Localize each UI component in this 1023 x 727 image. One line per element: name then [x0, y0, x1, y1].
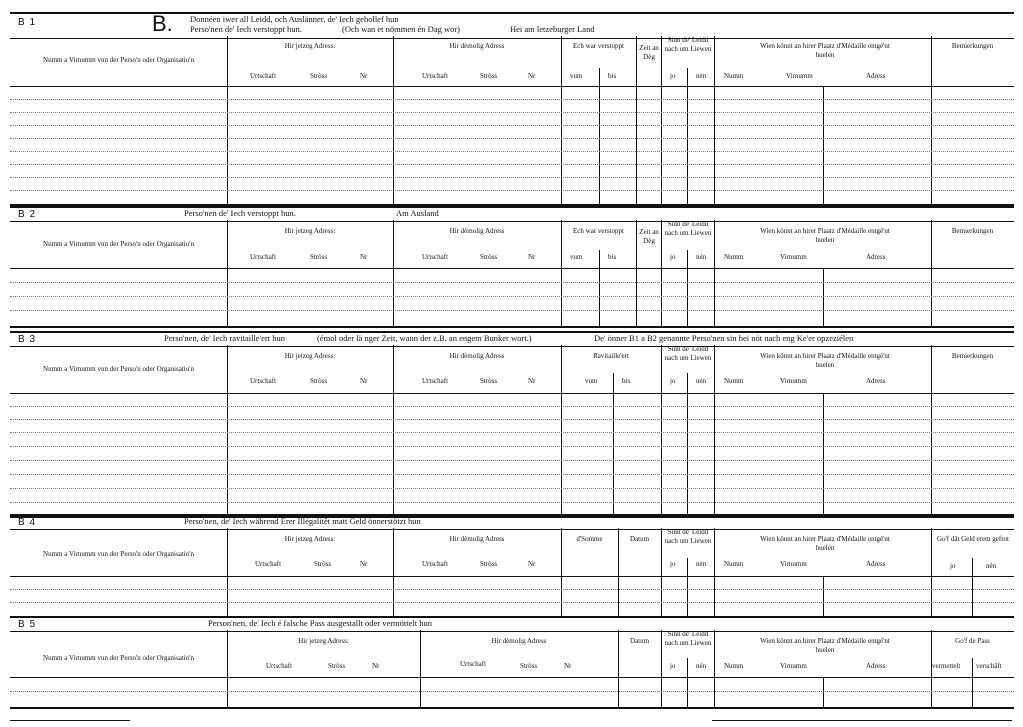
col-in-danger-header: Sinn de' Leidd nach um Liewen: [664, 630, 712, 647]
col-street: Stròss: [314, 560, 332, 568]
section-b1-label: B 1: [18, 17, 37, 28]
section-b2-place: Am Ausland: [396, 208, 439, 218]
col-street: Stròss: [328, 662, 346, 670]
section-b1-note: (Och wan et nömmen én Dag wor): [342, 24, 461, 34]
section-b4-title: Perso'nen, de' Iech während Erer Illégalitêt matt Geld önnerstötzt hun: [184, 516, 421, 526]
section-b1-header: [10, 36, 1014, 87]
section-b3-note2: De' önner B1 a B2 genannte Perso'nen sin hei nöt nach eng Ke'er opzeziélen: [594, 333, 854, 343]
col-former-address-header: Hir dèmolig Adress: [491, 637, 547, 645]
col-street: Stròss: [310, 377, 328, 385]
col-town: Urtschaft: [250, 72, 277, 80]
col-medal-address: Adress: [866, 560, 886, 568]
col-medal-header: Wien könnt an hirer Plaatz d'Médaille entgé'nt huelen: [760, 42, 890, 59]
col-nr: Nr: [360, 377, 368, 385]
section-b5-header: [10, 630, 1014, 678]
section-b1-rows: [10, 86, 1014, 206]
section-b3-label: B 3: [18, 334, 37, 345]
col-town: Urtschaft: [266, 662, 293, 670]
col-date-header: Datum: [629, 535, 650, 543]
col-nr: Nr: [528, 72, 536, 80]
col-yes: jo: [670, 377, 676, 385]
section-b5-rows: [10, 677, 1014, 709]
col-town: Urtschaft: [460, 660, 487, 668]
col-town: Urtschaft: [255, 560, 282, 568]
col-current-address-header: Hir jetzeg Adress:: [284, 227, 336, 235]
col-from: vum: [570, 72, 583, 80]
col-no: nén: [696, 377, 707, 385]
col-hidden-header: Ech war verstoppt: [573, 227, 624, 235]
section-b4-rows: [10, 576, 1014, 618]
col-medal-firstname: Virnumm: [780, 560, 807, 568]
col-town: Urtschaft: [422, 377, 449, 385]
section-b2-label: B 2: [18, 209, 37, 220]
col-days-header: Zeit an Dèg: [639, 228, 659, 245]
section-b1-title-line1: Donnéen iwer all Leidd, och Auslänner, de' Iech gehollef hun: [190, 14, 399, 24]
col-medal-address: Adress: [866, 253, 886, 261]
col-yes: jo: [670, 560, 676, 568]
col-provisioned-header: Ravitaille'ert: [593, 352, 629, 360]
col-street: Stròss: [520, 662, 538, 670]
section-b4-header: [10, 528, 1014, 577]
big-letter-b: B.: [152, 11, 173, 36]
col-street: Stròss: [310, 253, 328, 261]
col-medal-header: Wien könnt an hirer Plaatz d'Médaille entgé'nt huelen: [760, 637, 890, 654]
col-medal-header: Wien könnt an hirer Plaatz d'Médaille entgé'nt huelen: [760, 227, 890, 244]
col-town: Urtschaft: [250, 253, 277, 261]
col-medal-header: Wien könnt an hirer Plaatz d'Médaille entgé'nt huelen: [760, 535, 890, 552]
col-town: Urtschaft: [422, 253, 449, 261]
col-medal-address: Adress: [866, 72, 886, 80]
col-no: nén: [696, 662, 707, 670]
col-remarks-header: Bemierkungen: [951, 227, 994, 235]
section-b3-title: Perso'nen, de' Iech ravitaille'ert hun: [164, 333, 285, 343]
col-nr: Nr: [360, 560, 368, 568]
col-medal-address: Adress: [866, 662, 886, 670]
col-nr: Nr: [360, 72, 368, 80]
col-medal-address: Adress: [866, 377, 886, 385]
col-street: Stròss: [480, 560, 498, 568]
col-current-address-header: Hir jetzeg Adress:: [284, 535, 336, 543]
col-yes: jo: [670, 253, 676, 261]
section-b2-header: [10, 220, 1014, 269]
section-b3-rows: [10, 393, 1014, 518]
col-medal-name: Numm: [724, 560, 744, 568]
col-given: vermettelt: [932, 662, 961, 670]
col-name-header: Numm a Virnumm vun der Perso'n oder Organisatio'n: [43, 654, 194, 662]
section-b4-label: B 4: [18, 517, 37, 528]
col-from: vum: [585, 377, 598, 385]
col-current-address-header: Hir jetzeg Adress:: [284, 352, 336, 360]
col-town: Urtschaft: [250, 377, 277, 385]
col-sum-header: d'Somme: [576, 535, 603, 543]
col-medal-firstname: Virnumm: [786, 72, 813, 80]
footer-rule-right: [712, 720, 1012, 721]
col-former-address-header: Hir dèmolig Adress: [449, 42, 505, 50]
col-current-address-header: Hir jetzeg Adress:: [298, 637, 349, 645]
col-nr: Nr: [360, 253, 368, 261]
col-in-danger-header: Sinn de' Leidd nach um Liewen: [664, 36, 712, 53]
col-nr: Nr: [372, 662, 380, 670]
col-remarks-header: Bemierkungen: [951, 352, 994, 360]
col-remarks-header: Bemierkungen: [951, 42, 994, 50]
col-to: bis: [608, 253, 617, 261]
col-street: Stròss: [480, 377, 498, 385]
col-name-header: Numm a Virnumm vun der Perso'n oder Organisatio'n: [43, 550, 194, 558]
col-street: Stròss: [310, 72, 328, 80]
col-street: Stròss: [480, 72, 498, 80]
col-hidden-header: Ech war verstoppt: [573, 42, 624, 50]
col-yes: jo: [670, 662, 676, 670]
col-no: nén: [696, 560, 707, 568]
col-name-header: Numm a Virnumm vun der Perso'n oder Organisatio'n: [43, 240, 194, 248]
col-no: nén: [696, 253, 707, 261]
col-in-danger-header: Sinn de' Leidd nach um Liewen: [664, 528, 712, 545]
col-no: nén: [986, 562, 997, 570]
col-medal-name: Numm: [724, 662, 744, 670]
section-b5-label: B 5: [18, 619, 37, 630]
section-b3-note: (émol oder lä nger Zeit, wann der z.B. an engem Bunker wort.): [317, 333, 532, 343]
section-b1-title-line2: Perso'nen de' Iech verstoppt hun.: [190, 24, 302, 34]
col-nr: Nr: [564, 662, 572, 670]
col-medal-name: Numm: [724, 377, 744, 385]
col-pass-given-header: Go'f de Pass: [955, 637, 990, 645]
section-b2-rows: [10, 268, 1014, 328]
col-to: bis: [608, 72, 617, 80]
col-street: Stròss: [480, 253, 498, 261]
col-in-danger-header: Sinn de' Leidd nach um Liewen: [664, 345, 712, 362]
footer-rule-left: [10, 720, 130, 721]
col-medal-firstname: Virnumm: [780, 662, 807, 670]
col-former-address-header: Hir dèmolig Adress: [449, 352, 505, 360]
col-medal-name: Numm: [724, 253, 744, 261]
col-medal-header: Wien könnt an hirer Plaatz d'Médaille entgé'nt huelen: [760, 352, 890, 369]
section-b5-title: Person'nen, de' Iech é falsche Pass ausgestallt oder vermöttelt hun: [208, 618, 432, 628]
section-b2-title: Perso'nen de' Iech verstoppt hun.: [184, 208, 296, 218]
col-to: bis: [622, 377, 631, 385]
col-nr: Nr: [528, 253, 536, 261]
col-town: Urtschaft: [422, 72, 449, 80]
col-former-address-header: Hir dèmolig Adress: [449, 227, 505, 235]
col-from: vum: [570, 253, 583, 261]
col-former-address-header: Hir dèmolig Adress: [449, 535, 505, 543]
col-name-header: Numm a Virnumm vun der Perso'n oder Organisatio'n: [43, 56, 194, 64]
col-money-returned-header: Go'f dât Geld erem gefrot: [936, 535, 1009, 543]
col-nr: Nr: [528, 377, 536, 385]
col-medal-firstname: Virnumm: [780, 253, 807, 261]
col-date-header: Datum: [629, 637, 650, 645]
col-days-header: Zeit an Dèg: [639, 44, 659, 61]
col-nr: Nr: [528, 560, 536, 568]
col-yes: jo: [670, 72, 676, 80]
col-town: Urtschaft: [422, 560, 449, 568]
col-yes: jo: [950, 562, 956, 570]
col-medal-name: Numm: [724, 72, 744, 80]
section-b1-place: Hei am letzeburger Land: [510, 24, 595, 34]
col-medal-firstname: Virnumm: [780, 377, 807, 385]
section-b3-header: [10, 345, 1014, 394]
col-in-danger-header: Sinn de' Leidd nach um Liewen: [664, 220, 712, 237]
col-name-header: Numm a Virnumm vun der Perso'n oder Organisatio'n: [43, 365, 194, 373]
col-current-address-header: Hir jetzeg Adress:: [284, 42, 336, 50]
col-made: verschâft: [976, 662, 1002, 670]
col-no: nén: [696, 72, 707, 80]
